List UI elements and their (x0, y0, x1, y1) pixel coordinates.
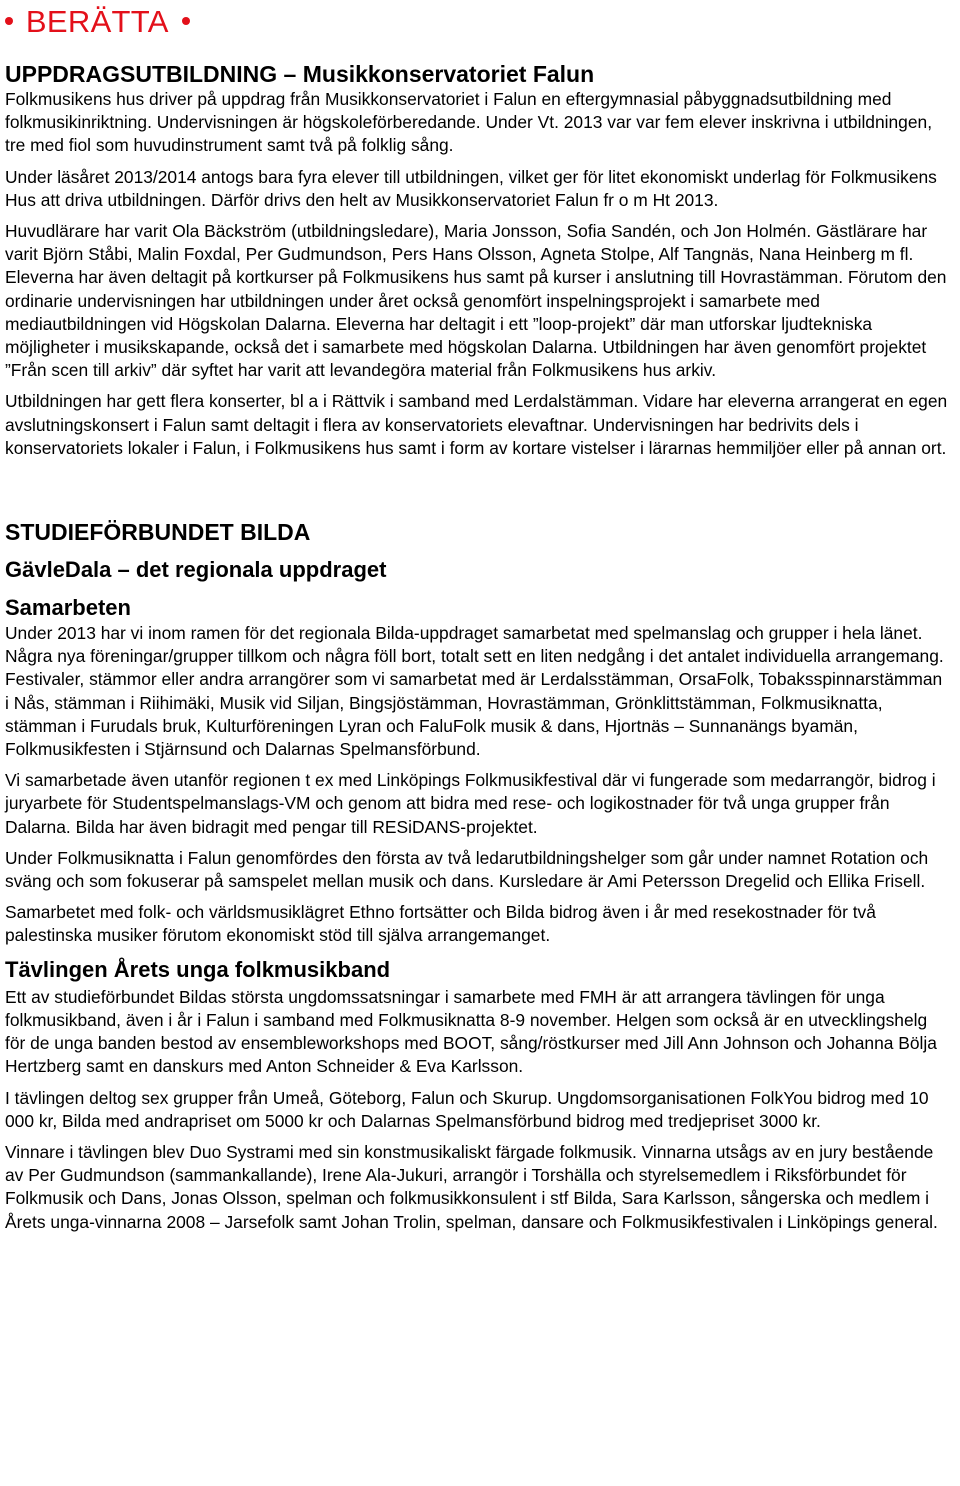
bullet-icon (182, 17, 190, 25)
section-heading-bilda: STUDIEFÖRBUNDET BILDA (5, 519, 311, 546)
subheading-tavlingen: Tävlingen Årets unga folkmusikband (5, 956, 391, 982)
subheading-samarbeten: Samarbeten (5, 595, 131, 621)
paragraph: Under Folkmusiknatta i Falun genomfördes den första av två ledarutbildningshelger som går under namnet Rotation och sväng och som fokuserar på samspelet mellan musik och dans. Kursledare är Ami Petersson Dregelid och Ellika Frisell. (5, 847, 929, 892)
paragraph: I tävlingen deltog sex grupper från Umeå, Göteborg, Falun och Skurup. Ungdomsorganisationen FolkYou bidrog med 10 000 kr, Bilda med andrapriset om 5000 kr och Dalarnas Spelmansförbund bidrog med tredjepriset 3000 kr. (5, 1087, 929, 1131)
paragraph: Vinnare i tävlingen blev Duo Systrami med sin konstmusikaliskt färgade folkmusik. Vinnarna utsågs av en jury bestående av Per Gudmundson (sammankallande), Irene Ala-Jukuri, arrangör i Torshälla och styrelsemedlem i Riksförbundet för Folkmusik och Dans, Jonas Olsson, spelman och folkmusikkonsulent i stf Bilda, Sara Karlsson, sångerska och medlem i Årets unga-vinnarna 2008 – Jarsefolk samt Johan Trolin, spelman, dansare och Folkmusikfestivalen i Linköpings general. (5, 1141, 938, 1232)
subheading-gavledala: GävleDala – det regionala uppdraget (5, 557, 387, 583)
paragraph: Samarbetet med folk- och världsmusiklägret Ethno fortsätter och Bilda bidrog även i år med resekostnader för två palestinska musiker förutom ekonomiskt stöd till själva arrangemanget. (5, 902, 876, 946)
paragraph: Under läsåret 2013/2014 antogs bara fyra elever till utbildningen, vilket ger för litet ekonomiskt underlag för Folkmusikens Hus att driva utbildningen. Därför drivs den helt av Musikkonservatoriet Falun fr o m Ht 2013. (5, 166, 937, 210)
section-heading-uppdragsutbildning: UPPDRAGSUTBILDNING – Musikkonservatoriet Falun (5, 61, 595, 87)
bullet-icon (5, 17, 13, 25)
paragraph: Vi samarbetade även utanför regionen t ex med Linköpings Folkmusikfestival där vi fungerade som medarrangör, bidrog i juryarbete för Studentspelmanslags-VM och genom att bidra med rese- och logikostnader för två unga grupper från Dalarna. Bilda har även bidragit med pengar till RESiDANS-projektet. (5, 770, 936, 837)
paragraph: Ett av studieförbundet Bildas största ungdomssatsningar i samarbete med FMH är att arrangera tävlingen för unga folkmusikband, även i år i Falun i samband med Folkmusiknatta 8-9 november. Helgen som också är en utvecklingshelg för de unga banden bestod av ensembleworkshops med BOOT, sång/röstkurser med Jill Ann Johnson och Johanna Bölja Hertzberg samt en danskurs med Anton Schneider & Eva Karlsson. (5, 986, 937, 1077)
section-spacer (5, 468, 949, 518)
header-title: BERÄTTA (25, 4, 167, 39)
paragraph: Under 2013 har vi inom ramen för det regionala Bilda-uppdraget samarbetat med spelmanslag och grupper i hela länet. Några nya föreningar/grupper tillkom och några föll bort, totalt sett en liten nedgång i det antalet individuella arrangemang. Festivaler, stämmor eller andra arrangörer som vi samarbetat med är Lerdalsstämman, OrsaFolk, Tobaksspinnarstämman i Nås, stämman i Riihimäki, Musik vid Siljan, Bingsjöstämman, Hovrastämman, Grönklittstämman, Folkmusiknatta, stämman i Furudals bruk, Kulturföreningen Lyran och FaluFolk musik & dans, Hjortnäs – Sunnanängs byamän, Folkmusikfesten i Stjärnsund och Dalarnas Spelmansförbund. (5, 623, 944, 760)
paragraph: Folkmusikens hus driver på uppdrag från Musikkonservatoriet i Falun en eftergymnasial påbyggnadsutbildning med folkmusikinriktning. Undervisningen är högskoleförberedande. Under Vt. 2013 var var fem elever inskrivna i utbildningen, tre med fiol som huvudinstrument samt två på folklig sång. (5, 89, 933, 156)
paragraph: Utbildningen har gett flera konserter, bl a i Rättvik i samband med Lerdalstämman. Vidare har eleverna arrangerat en egen avslutningskonsert i Falun samt deltagit i flera av konservatoriets elevaftnar. Undervisningen har bedrivits dels i konservatoriets lokaler i Falun, i Folkmusikens hus samt i form av kortare vistelser i lärarnas hemmiljöer eller på annan ort. (5, 391, 948, 458)
page-header (5, 0, 949, 44)
paragraph: Huvudlärare har varit Ola Bäckström (utbildningsledare), Maria Jonsson, Sofia Sandén, och Jon Holmén. Gästlärare har varit Björn Ståbi, Malin Foxdal, Per Gudmundson, Pers Hans Olsson, Agneta Stolpe, Alf Tangnäs, Nana Heinberg m fl. Eleverna har även deltagit på kortkurser på Folkmusikens hus samt på kurser i anslutning till Hovrastämman. Förutom den ordinarie undervisningen har utbildningen under året också genomfört inspelningsprojekt i samarbete med mediautbildningen vid Högskolan Dalarna. Eleverna har deltagit i ett ”loop-projekt” där man utforskar ljudtekniska möjligheter i musikskapande, också det i samarbete med högskolan Dalarna. Utbildningen har även genomfört projektet ”Från scen till arkiv” där syftet har varit att levandegöra material från Folkmusikens hus arkiv. (5, 221, 947, 381)
